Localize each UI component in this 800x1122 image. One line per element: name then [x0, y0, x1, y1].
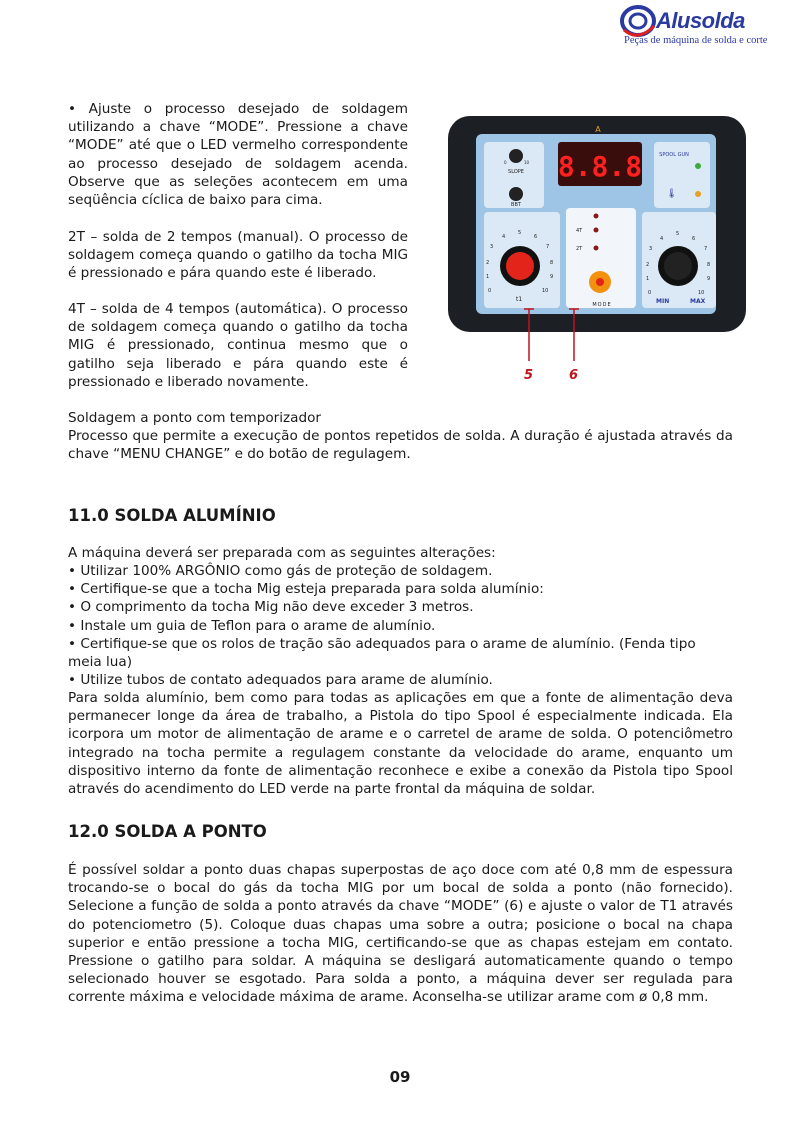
- t1-scale-4: 4: [502, 234, 506, 240]
- slope-label: SLOPE: [508, 169, 524, 175]
- mode-label: MODE: [592, 302, 612, 308]
- t1-scale-0: 0: [488, 288, 492, 294]
- wire-scale-2: 2: [646, 262, 650, 268]
- callout-lines: [448, 116, 748, 236]
- min-label: MIN: [656, 298, 670, 305]
- list-item: • Certifique-se que os rolos de tração são adequados para o arame de alumínio. (Fenda tipo meia lua): [68, 635, 696, 671]
- wire-scale-7: 7: [704, 246, 708, 252]
- callout-5-label: 5: [524, 368, 534, 383]
- list-item: • O comprimento da tocha Mig não deve exceder 3 metros.: [68, 599, 474, 616]
- t1-scale-7: 7: [546, 244, 550, 250]
- wire-scale-4: 4: [660, 236, 664, 242]
- alusolda-emblem-icon: [620, 4, 660, 38]
- slope-scale-min: 0: [504, 160, 507, 165]
- t1-scale-9: 9: [550, 274, 554, 280]
- wire-scale-9: 9: [707, 276, 711, 282]
- four-t-paragraph: 4T – solda de 4 tempos (automática). O processo de soldagem começa quando o gatilho da tocha MIG é pressionado, continua mesmo que o gatilho seja liberado e pára quando este é pressionado e liberado novamente.: [68, 301, 408, 390]
- mode-4t-label: 4T: [576, 228, 583, 234]
- section-11-bullets: [68, 562, 733, 689]
- control-panel-illustration: [448, 116, 748, 383]
- section-11-title: 11.0 SOLDA ALUMÍNIO: [68, 506, 276, 525]
- spot-timer-title: Soldagem a ponto com temporizador: [68, 410, 322, 426]
- t1-scale-2: 2: [486, 260, 490, 266]
- wire-scale-5: 5: [676, 231, 680, 237]
- wire-scale-3: 3: [649, 246, 653, 252]
- wire-scale-0: 0: [648, 290, 652, 296]
- logo-brand: Alusolda: [656, 8, 745, 33]
- slope-scale-max: 10: [524, 160, 530, 165]
- mode-2t-label: 2T: [576, 246, 583, 252]
- bbt-label: BBT: [511, 202, 521, 208]
- section-12-title: 12.0 SOLDA A PONTO: [68, 822, 267, 841]
- thermometer-icon: 🌡: [666, 189, 678, 199]
- t1-scale-6: 6: [534, 234, 538, 240]
- section-11-lead: A máquina deverá ser preparada com as seguintes alterações:: [68, 545, 496, 561]
- list-item: • Certifique-se que a tocha Mig esteja preparada para solda alumínio:: [68, 581, 544, 598]
- display-digits: 8.8.8: [557, 150, 643, 183]
- t1-knob: [506, 252, 534, 280]
- t1-scale-5: 5: [518, 230, 522, 236]
- list-item: • Utilizar 100% ARGÔNIO como gás de proteção de soldagem.: [68, 563, 493, 579]
- wire-scale-10: 10: [698, 290, 705, 296]
- two-t-paragraph: 2T – solda de 2 tempos (manual). O processo de soldagem começa quando o gatilho da tocha MIG é pressionado e pára quando este é liberado.: [68, 229, 408, 282]
- t1-scale-3: 3: [490, 244, 494, 250]
- t1-scale-1: 1: [486, 274, 490, 280]
- section-11-body: Para solda alumínio, bem como para todas as aplicações em que a fonte de alimentação deva permanecer longe da área de trabalho, a Pistola do tipo Spool é especialmente indicada. Ela icorpora um motor de alimentação de arame e o carretel de arame de solda. O potenciômetro integrado na tocha permite a regulagem constante da velocidade do arame, enquanto um dispositivo interno da fonte de alimentação reconhece e exibe a conexão da Pistola tipo Spool através do acendimento do LED verde na parte frontal da máquina de soldar.: [68, 690, 733, 798]
- wire-scale-6: 6: [692, 236, 696, 242]
- wire-speed-knob: [664, 252, 692, 280]
- max-label: MAX: [690, 298, 706, 305]
- t1-scale-10: 10: [542, 288, 549, 294]
- callout-6-label: 6: [569, 368, 579, 383]
- alusolda-logo: [620, 4, 790, 50]
- spool-gun-label: SPOOL GUN: [659, 152, 689, 158]
- section-12-body: É possível soldar a ponto duas chapas superpostas de aço doce com até 0,8 mm de espessura trocando-se o bocal do gás da tocha MIG por um bocal de solda a ponto (não fornecido). Selecione a função de solda a ponto através da chave “MODE” (6) e ajuste o valor de T1 através do potenciometro (5). Coloque duas chapas uma sobre a outra; posicione o bocal na chapa superior e então pressione a tocha MIG, certificando-se que as chapas estejam em contato. Pressione o gatilho para soldar. A máquina se desligará automaticamente quando o tempo selecionado houver se esgotado. Para solda a ponto, a máquina dever ser regulada para corrente máxima e velocidade máxima de arame. Aconselha-se utilizar arame com ø 0,8 mm.: [68, 862, 733, 1006]
- a-mark: A: [595, 125, 601, 134]
- t1-scale-8: 8: [550, 260, 554, 266]
- list-item: • Utilize tubos de contato adequados para arame de alumínio.: [68, 672, 493, 689]
- wire-scale-8: 8: [707, 262, 711, 268]
- mode-instruction-paragraph: • Ajuste o processo desejado de soldagem utilizando a chave “MODE”. Pressione a chave “MODE” até que o LED vermelho correspondente ao processo desejado de soldagem acenda. Observe que as seleções acontecem em uma seqüência cíclica de baixo para cima.: [68, 101, 408, 209]
- spot-timer-text: Processo que permite a execução de pontos repetidos de solda. A duração é ajustada através da chave “MENU CHANGE” e do botão de regulagem.: [68, 428, 733, 463]
- logo-tagline: Peças de máquina de solda e corte: [624, 35, 768, 46]
- list-item: • Instale um guia de Teflon para o arame de alumínio.: [68, 617, 436, 634]
- wire-scale-1: 1: [646, 276, 650, 282]
- page-number: 09: [389, 1068, 411, 1086]
- t1-label: t1: [516, 296, 523, 303]
